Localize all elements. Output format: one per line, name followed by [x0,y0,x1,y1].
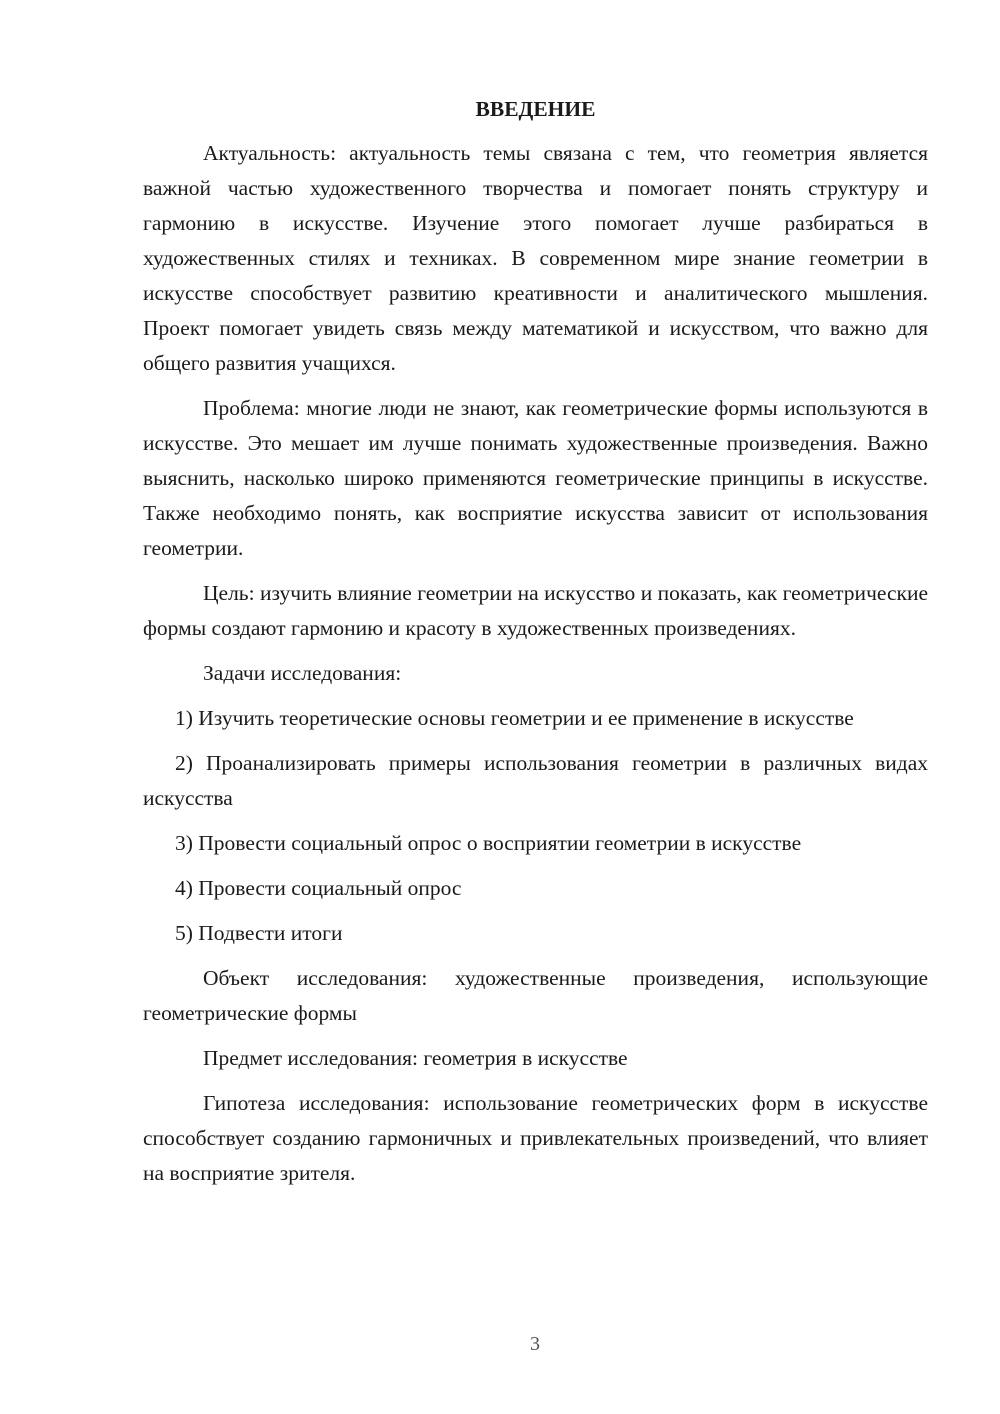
paragraph-relevance: Актуальность: актуальность темы связана с тем, что геометрия является важной частью художественного творчества и помогает понять структуру и гармонию в искусстве. Изучение этого помогает лучше разбираться в художественных стилях и техниках. В современном мире знание геометрии в искусстве способствует развитию креативности и аналитического мышления. Проект помогает увидеть связь между математикой и искусством, что важно для общего развития учащихся. [143,141,928,375]
task-item-4: 4) Провести социальный опрос [175,876,462,900]
paragraph-goal: Цель: изучить влияние геометрии на искусство и показать, как геометрические формы создают гармонию и красоту в художественных произведениях. [143,581,928,640]
paragraph-tasks-heading: Задачи исследования: [203,661,402,685]
task-item-2: 2) Проанализировать примеры использования геометрии в различных видах искусства [143,751,928,810]
task-item-1: 1) Изучить теоретические основы геометрии и ее применение в искусстве [175,706,854,730]
paragraph-subject: Предмет исследования: геометрия в искусстве [203,1046,628,1070]
document-page [143,92,928,1201]
paragraph-problem: Проблема: многие люди не знают, как геометрические формы используются в искусстве. Это мешает им лучше понимать художественные произведения. Важно выяснить, насколько широко применяются геометрические принципы в искусстве. Также необходимо понять, как восприятие искусства зависит от использования геометрии. [143,396,928,560]
section-title: ВВЕДЕНИЕ [475,97,596,121]
task-item-5: 5) Подвести итоги [175,921,343,945]
page-number: 3 [530,1333,540,1355]
task-item-3: 3) Провести социальный опрос о восприятии геометрии в искусстве [175,831,802,855]
paragraph-object: Объект исследования: художественные произведения, использующие геометрические формы [143,966,928,1025]
paragraph-hypothesis: Гипотеза исследования: использование геометрических форм в искусстве способствует созданию гармоничных и привлекательных произведений, что влияет на восприятие зрителя. [143,1091,928,1185]
